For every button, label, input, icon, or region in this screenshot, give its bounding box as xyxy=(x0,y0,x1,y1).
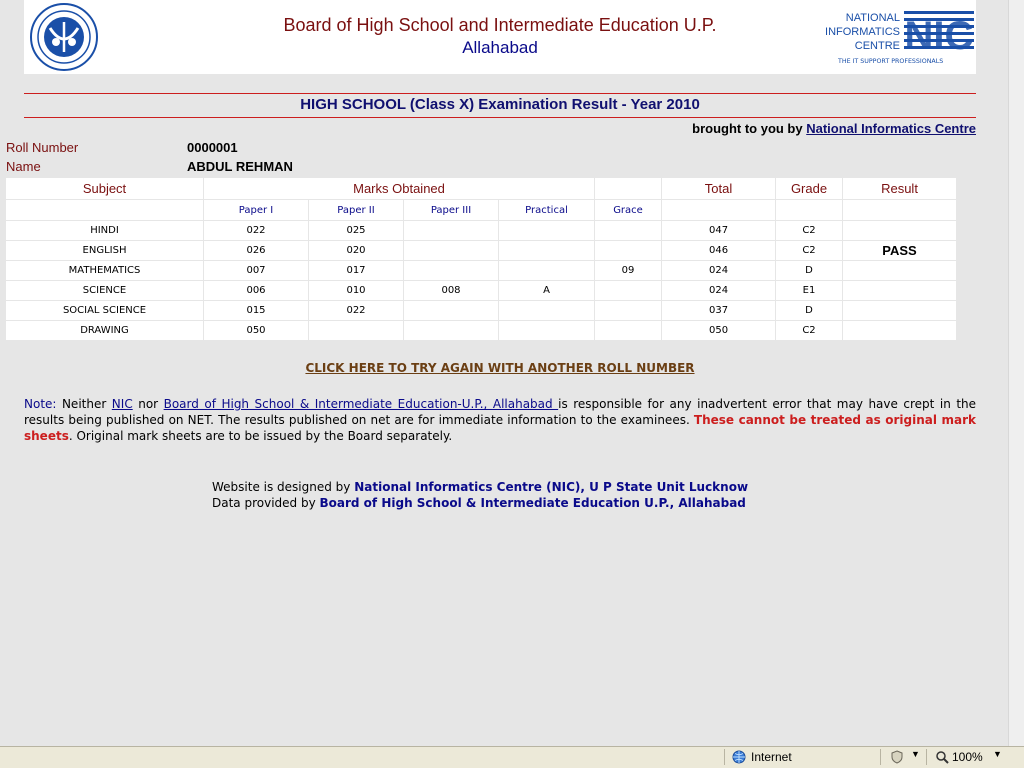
nic-logo-tagline: THE IT SUPPORT PROFESSIONALS xyxy=(838,58,944,65)
nic-link[interactable]: National Informatics Centre xyxy=(806,121,976,136)
cell-subject: SCIENCE xyxy=(6,281,204,301)
cell-grace xyxy=(595,281,662,301)
cell-paper-2: 010 xyxy=(309,281,404,301)
cell-subject: MATHEMATICS xyxy=(6,261,204,281)
protected-mode[interactable] xyxy=(880,749,926,765)
subheader-paper-3: Paper III xyxy=(404,200,499,221)
cell-paper-1: 022 xyxy=(204,221,309,241)
cell-grade: C2 xyxy=(776,221,843,241)
table-row xyxy=(6,261,957,281)
cell-paper-3 xyxy=(404,301,499,321)
cell-practical xyxy=(499,301,595,321)
marks-table xyxy=(5,177,957,341)
nic-logo-mark: NIC xyxy=(904,14,974,58)
credits-data-prefix: Data provided by xyxy=(212,496,320,510)
nic-logo-line2: INFORMATICS xyxy=(825,26,900,38)
credits-line-data xyxy=(212,495,748,511)
note-text-2: nor xyxy=(132,397,164,411)
table-row xyxy=(6,321,957,341)
cell-grade: C2 xyxy=(776,321,843,341)
cell-grace xyxy=(595,221,662,241)
header-banner xyxy=(24,0,976,74)
vertical-scrollbar[interactable] xyxy=(1008,0,1024,746)
zoom-chevron-icon: ▼ xyxy=(993,749,1002,759)
subheader-paper-2: Paper II xyxy=(309,200,404,221)
cell-total: 024 xyxy=(662,281,776,301)
cell-practical xyxy=(499,261,595,281)
table-subheader-row xyxy=(6,200,957,221)
cell-grade: D xyxy=(776,261,843,281)
header-subject: Subject xyxy=(6,178,204,200)
cell-result xyxy=(843,281,957,301)
credits-data-by: Board of High School & Intermediate Education U.P., Allahabad xyxy=(319,496,746,510)
cell-grade: E1 xyxy=(776,281,843,301)
roll-number-value: 0000001 xyxy=(187,140,238,155)
chevron-down-icon: ▼ xyxy=(911,749,920,759)
cell-practical xyxy=(499,321,595,341)
cell-paper-2: 017 xyxy=(309,261,404,281)
cell-total: 050 xyxy=(662,321,776,341)
board-city: Allahabad xyxy=(462,38,538,57)
cell-subject: ENGLISH xyxy=(6,241,204,261)
cell-total: 024 xyxy=(662,261,776,281)
name-label: Name xyxy=(6,159,41,174)
cell-result xyxy=(843,261,957,281)
brought-by-prefix: brought to you by xyxy=(692,121,803,136)
cell-paper-3 xyxy=(404,261,499,281)
cell-subject: DRAWING xyxy=(6,321,204,341)
board-link[interactable]: Board of High School & Intermediate Education-U.P., Allahabad xyxy=(163,397,559,411)
credits-line-designed xyxy=(212,479,748,495)
cell-result xyxy=(843,221,957,241)
disclaimer-note xyxy=(24,396,976,444)
cell-total: 047 xyxy=(662,221,776,241)
nic-logo xyxy=(825,8,976,66)
note-text-3: is responsible for any inadvertent error that may have crept in the results being published on NET. The results published on net are for immediate information to the examinees. xyxy=(24,397,977,427)
cell-grace xyxy=(595,241,662,261)
status-bar xyxy=(0,746,1024,768)
subheader-practical: Practical xyxy=(499,200,595,221)
header-blank xyxy=(595,178,662,200)
cell-result: PASS xyxy=(843,241,957,261)
cell-grace xyxy=(595,321,662,341)
cell-paper-3: 008 xyxy=(404,281,499,301)
cell-grace: 09 xyxy=(595,261,662,281)
note-text-4: . Original mark sheets are to be issued by the Board separately. xyxy=(68,429,453,443)
credits-designed-prefix: Website is designed by xyxy=(212,480,355,494)
divider-bottom xyxy=(24,117,976,118)
table-row xyxy=(6,221,957,241)
cell-grade: C2 xyxy=(776,241,843,261)
note-label: Note: xyxy=(24,397,57,411)
cell-grade: D xyxy=(776,301,843,321)
table-row xyxy=(6,301,957,321)
subheader-grace: Grace xyxy=(595,200,662,221)
cell-paper-2: 025 xyxy=(309,221,404,241)
brought-by xyxy=(692,121,976,136)
zoom-level: 100% xyxy=(952,750,983,764)
cell-paper-1: 007 xyxy=(204,261,309,281)
cell-result xyxy=(843,321,957,341)
table-row xyxy=(6,241,957,261)
cell-subject: HINDI xyxy=(6,221,204,241)
cell-paper-3 xyxy=(404,321,499,341)
note-text-1: Neither xyxy=(56,397,112,411)
status-zone-label: Internet xyxy=(751,750,792,764)
subheader-paper-1: Paper I xyxy=(204,200,309,221)
cell-grace xyxy=(595,301,662,321)
header-marks-obtained: Marks Obtained xyxy=(204,178,595,200)
header-total: Total xyxy=(662,178,776,200)
cell-paper-1: 006 xyxy=(204,281,309,301)
cell-total: 037 xyxy=(662,301,776,321)
name-value: ABDUL REHMAN xyxy=(187,159,293,174)
board-title: Board of High School and Intermediate Education U.P. xyxy=(283,15,717,35)
cell-practical: A xyxy=(499,281,595,301)
cell-paper-2: 022 xyxy=(309,301,404,321)
cell-paper-1: 015 xyxy=(204,301,309,321)
divider-top xyxy=(24,93,976,94)
nic-logo-line1: NATIONAL xyxy=(845,12,900,24)
roll-number-label: Roll Number xyxy=(6,140,79,155)
cell-subject: SOCIAL SCIENCE xyxy=(6,301,204,321)
zoom-icon xyxy=(935,750,949,764)
credits xyxy=(212,479,748,511)
nic-logo-line3: CENTRE xyxy=(854,40,900,52)
cell-total: 046 xyxy=(662,241,776,261)
cell-practical xyxy=(499,221,595,241)
table-row xyxy=(6,281,957,301)
cell-paper-2: 020 xyxy=(309,241,404,261)
cell-paper-3 xyxy=(404,241,499,261)
cell-paper-1: 050 xyxy=(204,321,309,341)
globe-icon xyxy=(732,750,746,764)
credits-designed-by: National Informatics Centre (NIC), U P State Unit Lucknow xyxy=(354,480,749,494)
header-result: Result xyxy=(843,178,957,200)
up-emblem-logo xyxy=(26,2,102,72)
cell-paper-1: 026 xyxy=(204,241,309,261)
note-warning: These cannot be treated as original mark sheets xyxy=(24,413,976,443)
cell-practical xyxy=(499,241,595,261)
nic-note-link[interactable]: NIC xyxy=(111,397,133,411)
table-header-row xyxy=(6,178,957,200)
exam-title: HIGH SCHOOL (Class X) Examination Result - Year 2010 xyxy=(300,96,700,113)
cell-paper-2 xyxy=(309,321,404,341)
cell-result xyxy=(843,301,957,321)
try-again-link[interactable]: CLICK HERE TO TRY AGAIN WITH ANOTHER ROLL NUMBER xyxy=(305,361,695,375)
header-grade: Grade xyxy=(776,178,843,200)
security-icon xyxy=(890,750,904,764)
cell-paper-3 xyxy=(404,221,499,241)
zoom-control[interactable] xyxy=(926,749,1006,765)
status-zone xyxy=(724,749,880,765)
